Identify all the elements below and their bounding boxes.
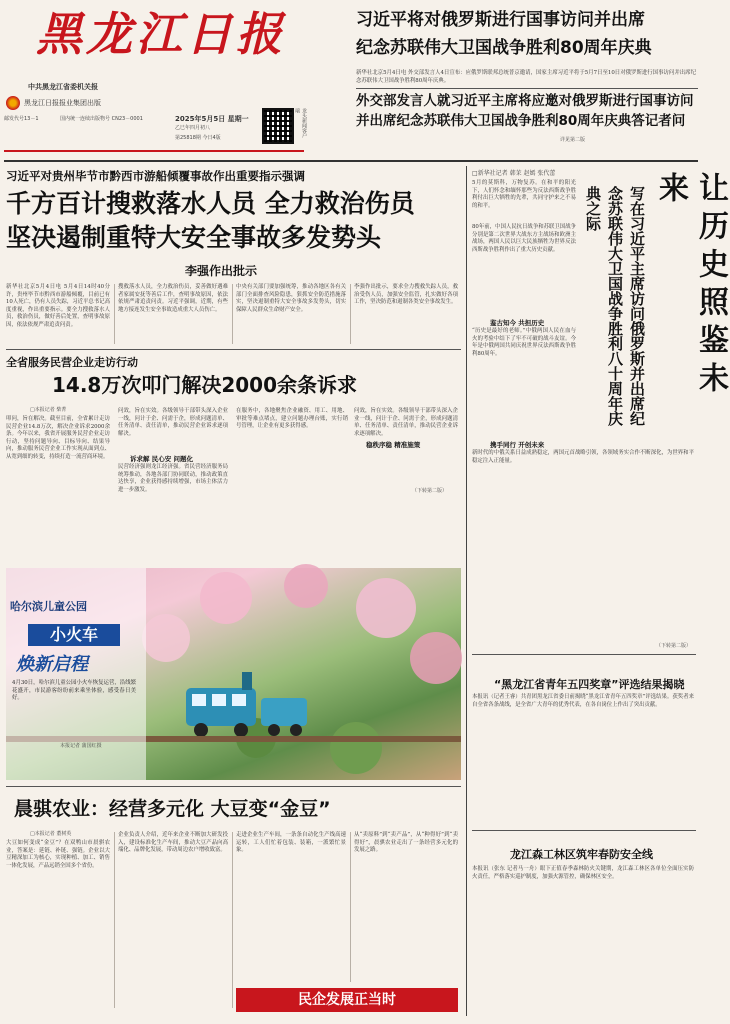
- bottom-body-col-3: 走进企业生产车间，一条条自动化生产线高速运转，工人们忙着包装、装箱，一派繁忙景象。: [236, 832, 346, 854]
- col-rule: [350, 284, 351, 344]
- col-rule: [232, 284, 233, 344]
- commentary-body-3: “历史是最好的老师。”中俄两国人民在血与火的考验中结下了牢不可破的战斗友谊。今年是中俄两国共同庆祝世界反法西斯战争胜利80周年。: [472, 328, 576, 357]
- photo-credit: 本报记者 蒲国红摄: [60, 743, 102, 749]
- see-page-note: 详见第二版: [560, 137, 586, 143]
- forest-headline: 龙江森工林区筑牢春防安全线: [510, 848, 653, 861]
- bottom-body-col-4: 从“卖原料”到“卖产品”，从“种得好”到“卖得好”，晨骐农业走出了一条经营多元化的发展之路。: [354, 832, 458, 854]
- commentary-title: 让历史照鉴未来: [653, 172, 728, 400]
- commentary-sub-2: 携手同行 开创未来: [490, 441, 545, 449]
- youth-headline: “黑龙江省青年五四奖章”评选结果揭晓: [494, 678, 685, 691]
- photo-title-1: 小火车: [28, 624, 120, 646]
- service-continued: （下转第二版）: [412, 488, 448, 494]
- commentary-byline: □新华社记者 韩茉 赵嫣 张代蕾: [472, 170, 556, 177]
- commentary-subtitle: 写在习近平主席访问俄罗斯并出席纪念苏联伟大卫国战争胜利八十周年庆典之际: [584, 186, 646, 426]
- lead-body-col-4: 李强作出批示，要求全力搜救失踪人员，救治受伤人员，加强安全监管，扎实做好各项工作，坚决防范和遏制各类安全事故发生。: [354, 284, 458, 306]
- bottom-body-col-1: 大豆如何变成“金豆”？在双鸭山市晨骐农业，答案是：延链、补链、强链。企业以大豆精深加工为核心，实现种植、加工、销售一体化发展，产品远销全国多个省份。: [6, 840, 110, 869]
- commentary-body-2: 80年前，中国人民抗日战争和苏联卫国战争分别是第二次世界大战东方主战场和欧洲主战场，两国人民以巨大民族牺牲为世界反法西斯战争胜利作出了重大历史贡献。: [472, 224, 576, 253]
- col-rule: [114, 832, 115, 1008]
- bottom-headline: 晨骐农业：经营多元化 大豆变“金豆”: [14, 798, 331, 820]
- commentary-body-1: 5月的莫斯科，万物复苏。在和平的阳光下，人们怀念和缅怀那些为反法西斯战争胜利付出巨大牺牲的先辈，共同守护来之不易的和平。: [472, 180, 576, 209]
- photo-title-2: 焕新启程: [16, 654, 88, 675]
- col-rule: [114, 284, 115, 344]
- top-rule: [356, 88, 698, 89]
- masthead-bottom-rule: [4, 160, 698, 162]
- photo-caption: 4月30日，哈尔滨儿童公园小火车恢复运营，沿线繁花盛开，市民游客纷纷前来乘坐体验，感受春日美好。: [12, 680, 136, 702]
- service-body-col-5: 问效，旨在实效。各级领导干部带头深入企业一线，问计于企、问需于企，形成问题清单、任务清单、责任清单，推动民营企业诉求逐项解决。: [354, 408, 458, 437]
- lunar-date: 乙巳年四月初八: [175, 125, 211, 131]
- forest-top-rule: [472, 830, 696, 831]
- service-sub-2: 稳秩序稳 精准施策: [366, 441, 421, 449]
- service-headline: 14.8万次叩门解决2000余条诉求: [52, 373, 358, 397]
- forest-body: 本报讯（张东 记者马一舟）眼下正值春季森林防火关键期，龙江森工林区各单位全面压实防火责任，严格落实巡护制度，加强火源管控，确保林区安全。: [472, 866, 694, 880]
- lead-kicker: 习近平对贵州毕节市黔西市游船倾覆事故作出重要指示强调: [6, 169, 305, 183]
- top-headline-4: 并出席纪念苏联伟大卫国战争胜利80周年庆典答记者问: [356, 113, 686, 129]
- right-column-rule: [466, 166, 467, 1016]
- top-headline-1: 习近平将对俄罗斯进行国事访问并出席: [356, 10, 645, 30]
- service-body-col-4: 在服务中，各地聚焦企业融资、用工、用地、审批等难点堵点，建立问题办理台账，实行销号管理，让企业有更多获得感。: [236, 408, 348, 430]
- photo-bottom-rule: [6, 786, 461, 787]
- masthead-title: 黑龙江日报: [36, 7, 286, 61]
- publisher: 黑龙江日报报业集团出版: [24, 99, 101, 107]
- commentary-body-4: 新时代的中俄关系日益成熟稳定，两国元首战略引领，各领域务实合作不断深化，为世界和平稳定注入正能量。: [472, 450, 694, 464]
- top-headline-3: 外交部发言人就习近平主席将应邀对俄罗斯进行国事访问: [356, 93, 694, 109]
- lead-headline-2: 坚决遏制重特大安全事故多发势头: [6, 223, 382, 252]
- lead-body-col-3: 中央有关部门要加强统筹，推动各地区各有关部门全面排查风险隐患，狠抓安全防范措施落实，坚决遏制重特大安全事故多发势头，切实保障人民群众生命财产安全。: [236, 284, 346, 313]
- bottom-banner: 民企发展正当时: [236, 988, 458, 1012]
- lead-sub: 李强作出批示: [185, 264, 258, 278]
- service-byline: □本报记者 柴菁: [30, 407, 67, 413]
- bottom-byline: □本报记者 董树英: [30, 831, 72, 837]
- service-sub-1: 诉求解 民心安 问题化: [130, 455, 194, 463]
- qr-label: 龙头新闻客户端: [294, 108, 307, 138]
- masthead-rule: [4, 150, 304, 152]
- youth-top-rule: [472, 654, 696, 655]
- lead-body-col-1: 新华社北京5月4日电 5月4日14时40分许，贵州毕节市黔西市游船倾覆，目前已有10人死亡，仍有人员失踪，习近平总书记高度重视，作出重要指示。要全力搜救落水人员，救治伤员，做好善后处置，查明事故原因，依法依规严肃追责问责。: [6, 284, 110, 328]
- issue-number: 第25818期 今日4版: [175, 135, 221, 141]
- service-body-col-2: 问效，旨在实效。各级领导干部带头深入企业一线，问计于企、问需于企，形成问题清单、任务清单、责任清单，推动民营企业诉求逐项解决。: [118, 408, 228, 437]
- photo-place: 哈尔滨儿童公园: [10, 600, 87, 613]
- qr-code-icon[interactable]: [262, 108, 294, 144]
- youth-body: 本报讯（记者王睿）共青团黑龙江省委日前揭晓“黑龙江省青年五四奖章”评选结果。获奖者来自全省各条战线，是全省广大青年的优秀代表，在各自岗位上作出了突出贡献。: [472, 694, 694, 708]
- col-rule: [232, 832, 233, 1008]
- issue-date: 2025年5月5日 星期一: [175, 115, 249, 123]
- commentary-continued: （下转第二版）: [656, 643, 692, 649]
- zip-line: 邮发代号13－1: [4, 116, 39, 122]
- service-body-col-3: 民营经济强则龙江经济强。省民营经济服务局统筹推动，各地各部门协同联动，推动政策直达快享，企业获得感持续增强，市场主体活力进一步激发。: [118, 464, 228, 493]
- lead-rule: [6, 349, 461, 350]
- service-body-col-1: 叩问，旨在解决。截至目前，全省累计走访民营企业14.8万次，解决企业诉求2000余条。今年以来，我省开展服务民营企业走访行动，坚持问题导向、目标导向、结果导向，推动服务民营企业工作实现从面到点、从宽到细的转变，持续打造一流营商环境。: [6, 416, 110, 460]
- cn-line: 国内统一连续出版物号 CN23－0001: [60, 116, 143, 122]
- col-rule: [350, 832, 351, 982]
- bottom-body-col-2: 企业负责人介绍，近年来企业不断加大研发投入，建设标准化生产车间，推动大豆产品向高端化、品牌化发展，带动周边农户增收致富。: [118, 832, 228, 854]
- publisher-logo-icon: [6, 96, 20, 110]
- service-kicker: 全省服务民营企业走访行动: [6, 356, 138, 369]
- commentary-sub-1: 鉴古知今 共担历史: [490, 319, 545, 327]
- lead-headline-1: 千方百计搜救落水人员 全力救治伤员: [6, 189, 415, 218]
- top-brief: 新华社北京5月4日电 外交部发言人4日宣布：应俄罗斯联邦总统普京邀请，国家主席习近平将于5月7日至10日对俄罗斯进行国事访问并出席纪念苏联伟大卫国战争胜利80周年庆典。: [356, 70, 696, 84]
- party-line: 中共黑龙江省委机关报: [28, 83, 98, 91]
- top-headline-2: 纪念苏联伟大卫国战争胜利80周年庆典: [356, 38, 652, 58]
- lead-body-col-2: 搜救落水人员，全力救治伤员，妥善做好遇难者家属安抚等善后工作，查明事故原因，依法依规严肃追责问责。习近平强调，近期，有些地方接连发生安全事故造成重大人员伤亡。: [118, 284, 228, 313]
